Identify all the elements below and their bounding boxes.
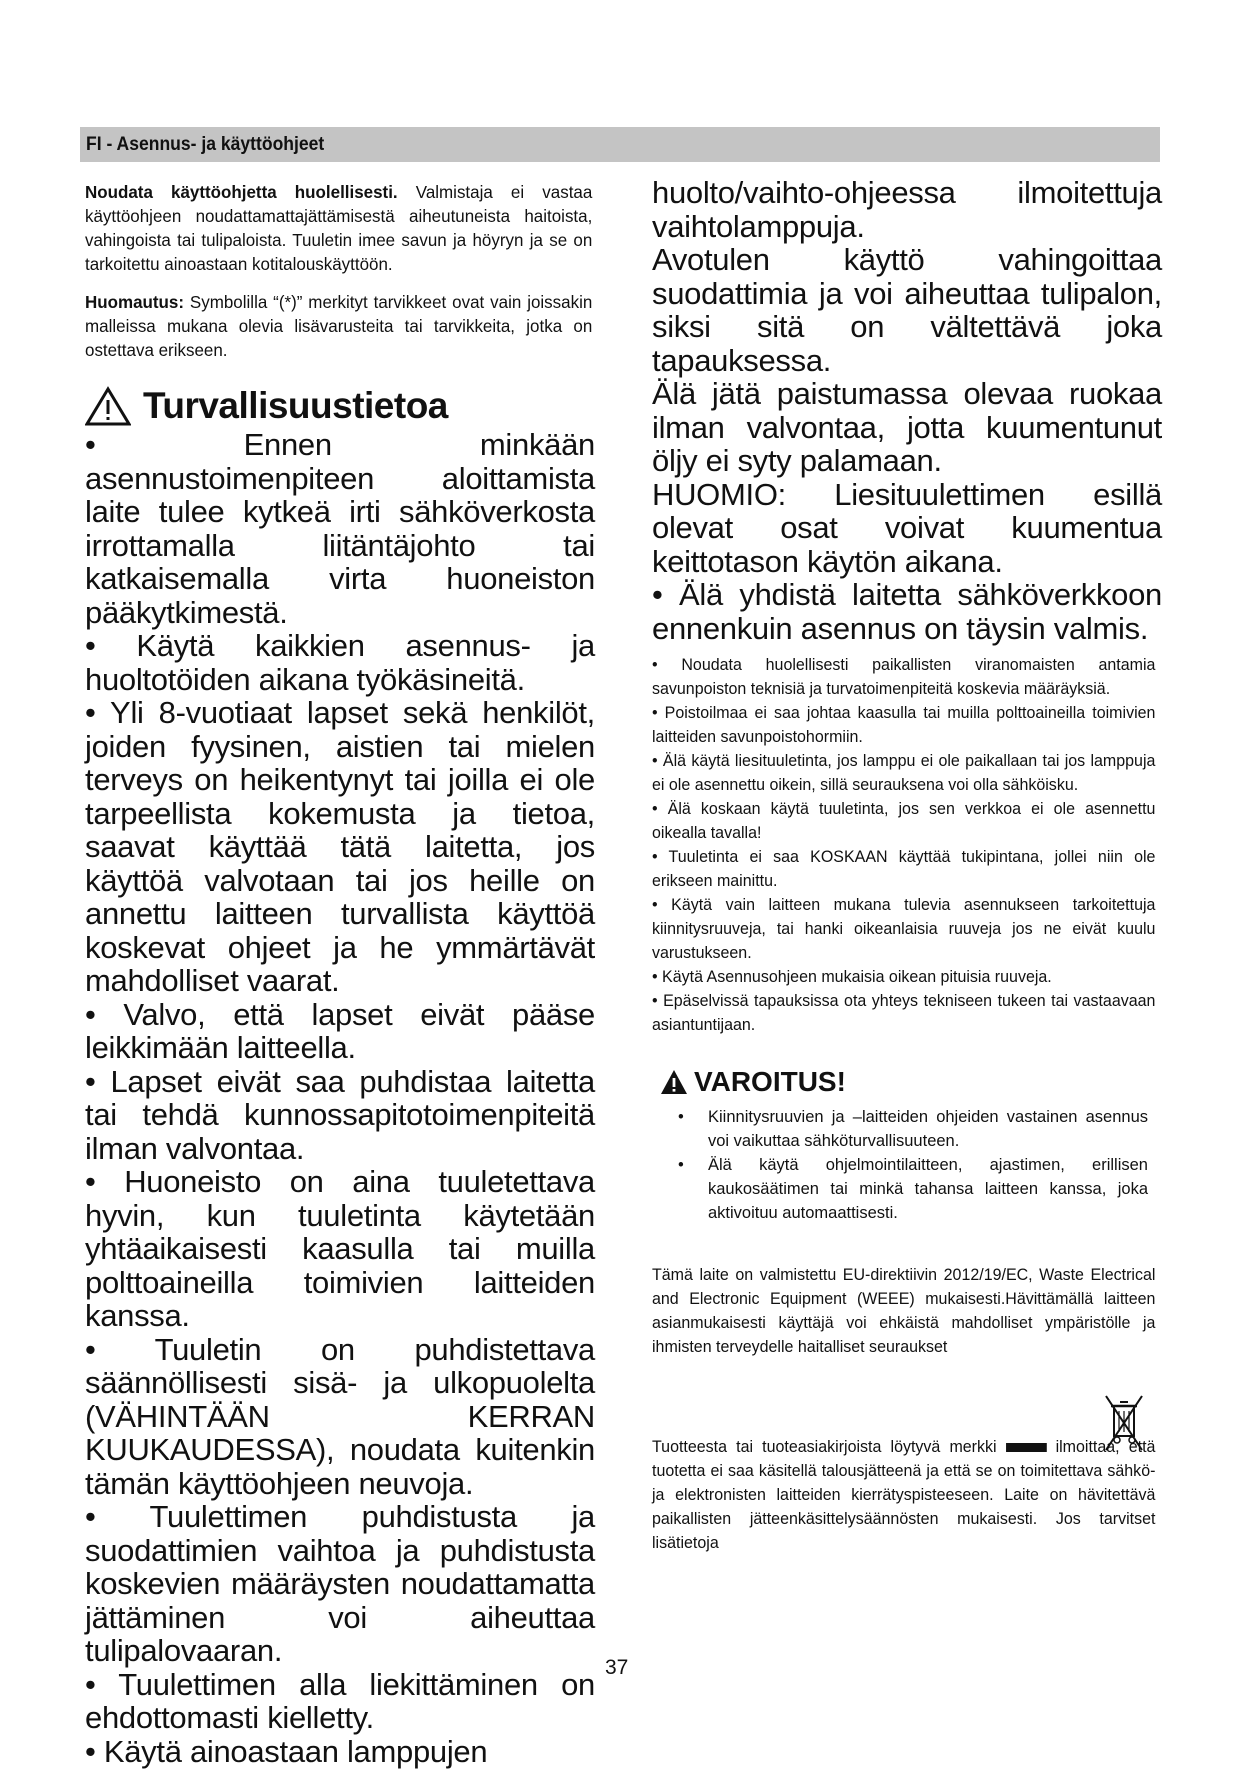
page-number: 37 <box>605 1656 629 1679</box>
right-small-item: • Käytä vain laitteen mukana tulevia asennukseen tarkoitettuja kiinnitysruuveja, tai hanki oikeanlaisia ruuveja jos ne eivät kuulu varustukseen. <box>652 896 1156 962</box>
safety-item: • Käytä ainoastaan lamppujen <box>85 1733 488 1769</box>
right-small-item: • Älä koskaan käytä tuuletinta, jos sen verkkoa ei ole asennettu oikealla tavalla! <box>652 800 1156 842</box>
warning-item: • Älä käytä ohjelmointilaitteen, ajastimen, erillisen kaukosäätimen tai minkä tahansa laitteen kanssa, joka aktivoituu automaattisesti. <box>678 1153 1148 1225</box>
right-small-item: • Älä käytä liesituuletinta, jos lamppu ei ole paikallaan tai jos lamppuja ei ole asennettu oikein, sillä seurauksena voi olla sähköisku. <box>652 752 1156 794</box>
weee-paragraph: Tämä laite on valmistettu EU-direktiivin 2012/19/EC, Waste Electrical and Electronic Equipment (WEEE) mukaisesti.Hävittämällä laitteen asianmukaisesti käyttäjä voi ehkäistä mahdolliset ympäristölle ja ihmisten terveydelle haitalliset seuraukset <box>652 1266 1156 1356</box>
safety-item: • Tuuletin on puhdistettava säännöllisesti sisä- ja ulkopuolelta (VÄHINTÄÄN KERRAN KUUKAUDESSA), noudata kuitenkin tämän käyttöohjeen neuvoja. <box>85 1331 595 1501</box>
black-bar-mark <box>1006 1443 1047 1452</box>
right-column <box>652 176 1162 1555</box>
safety-item: • Lapset eivät saa puhdistaa laitetta tai tehdä kunnossapitotoimenpiteitä ilman valvontaa. <box>85 1063 595 1166</box>
warning-item: • Kiinnitysruuvien ja –laitteiden ohjeiden vastainen asennus voi vaikuttaa sähköturvallisuuteen. <box>678 1105 1148 1153</box>
safety-item: • Käytä kaikkien asennus- ja huoltotöiden aikana työkäsineitä. <box>85 628 595 697</box>
safety-item: • Tuulettimen puhdistusta ja suodattimien vaihtoa ja puhdistusta koskevien määräysten noudattamatta jättäminen voi aiheuttaa tulipalovaaran. <box>85 1499 595 1668</box>
safety-title: Turvallisuustietoa <box>143 385 448 426</box>
right-small-item: • Käytä Asennusohjeen mukaisia oikean pituisia ruuveja. <box>652 968 1052 986</box>
warning-title: VAROITUS! <box>694 1066 846 1097</box>
disposal-paragraph <box>652 1435 1155 1555</box>
warning-triangle-filled-icon <box>660 1069 688 1095</box>
warning-list <box>678 1105 1148 1225</box>
right-small-item: • Epäselvissä tapauksissa ota yhteys tekniseen tukeen tai vastaavaan asiantuntijaan. <box>652 992 1156 1034</box>
disposal-text-a: Tuotteesta tai tuoteasiakirjoista löytyvä merkki <box>652 1438 997 1456</box>
intro-text: Valmistaja ei vastaa käyttöohjeen noudattamattajättämisestä aiheutuneista haitoista, vahingoista tai tulipaloista. Tuuletin imee savun ja höyryn ja se on tarkoitettu ainoastaan kotitalouskäyttöön. <box>85 182 593 274</box>
page-title: FI - Asennus- ja käyttöohjeet <box>86 133 325 155</box>
right-big-paragraph: huolto/vaihto-ohjeessa ilmoitettuja vaihtolamppuja. <box>652 175 1162 244</box>
disposal-text-b: ilmoittaa, että tuotetta ei saa käsitellä talousjätteenä ja että se on toimitettava sähkö- ja elektronisten laitteiden kierrätyspisteeseen. Laite on hävitettävä paikallisten jätteenkäsittelysäännösten mukaisesti. Jos tarvitset lisätietoja <box>652 1438 1156 1552</box>
warning-heading <box>660 1065 1162 1099</box>
safety-item: • Tuulettimen alla liekittäminen on ehdottomasti kielletty. <box>85 1666 595 1735</box>
right-big-paragraph: Älä jätä paistumassa olevaa ruokaa ilman valvontaa, jotta kuumentunut öljy ei syty palamaan. <box>652 376 1162 478</box>
warning-triangle-outline-icon <box>85 386 131 426</box>
safety-list <box>85 428 595 1768</box>
intro-paragraph <box>85 180 592 276</box>
safety-heading <box>85 386 595 426</box>
intro-bold: Noudata käyttöohjetta huolellisesti. <box>85 182 398 202</box>
safety-item: • Huoneisto on aina tuuletettava hyvin, kun tuuletinta käytetään yhtäaikaisesti kaasulla tai muilla polttoaineilla toimivien laitteiden kanssa. <box>85 1164 595 1333</box>
left-column <box>85 180 595 1768</box>
safety-item: • Ennen minkään asennustoimenpiteen aloittamista laite tulee kytkeä irti sähköverkosta irrottamalla liitäntäjohto tai katkaisemalla virta huoneiston pääkytkimestä. <box>85 427 595 630</box>
safety-item: • Yli 8-vuotiaat lapset sekä henkilöt, joiden fyysinen, aistien tai mielen terveys on heikentynyt tai joilla ei ole tarpeellista kokemusta ja tietoa, saavat käyttää tätä laitetta, jos käyttöä valvotaan tai jos heille on annettu laitteen turvallista käyttöä koskevat ohjeet ja he ymmärtävät mahdolliset vaarat. <box>85 695 595 998</box>
right-big-paragraph: Avotulen käyttö vahingoittaa suodattimia ja voi aiheuttaa tulipalon, siksi sitä on vältettävä joka tapauksessa. <box>652 242 1162 378</box>
right-small-item: • Noudata huolellisesti paikallisten viranomaisten antamia savunpoiston teknisiä ja turvatoimenpiteitä koskevia määräyksiä. <box>652 656 1156 698</box>
right-small-item: • Tuuletinta ei saa KOSKAAN käyttää tukipintana, jollei niin ole erikseen mainittu. <box>652 848 1156 890</box>
safety-item: • Valvo, että lapset eivät pääse leikkimään laitteella. <box>85 996 595 1065</box>
note-text: Symbolilla “(*)” merkityt tarvikkeet ovat vain joissakin malleissa mukana olevia lisävarusteita tai tarvikkeita, jotka on ostettava erikseen. <box>85 292 593 360</box>
right-big-paragraph: HUOMIO: Liesituulettimen esillä olevat osat voivat kuumentua keittotason käytön aikana. <box>652 476 1162 579</box>
crossed-out-wheelie-bin-icon <box>1102 1394 1146 1456</box>
note-paragraph <box>85 290 592 362</box>
right-small-item: • Poistoilmaa ei saa johtaa kaasulla tai muilla polttoaineilla toimivien laitteiden savunpoistohormiin. <box>652 704 1156 746</box>
right-big-paragraph: • Älä yhdistä laitetta sähköverkkoon ennenkuin asennus on täysin valmis. <box>652 577 1162 646</box>
note-bold: Huomautus: <box>85 292 185 312</box>
